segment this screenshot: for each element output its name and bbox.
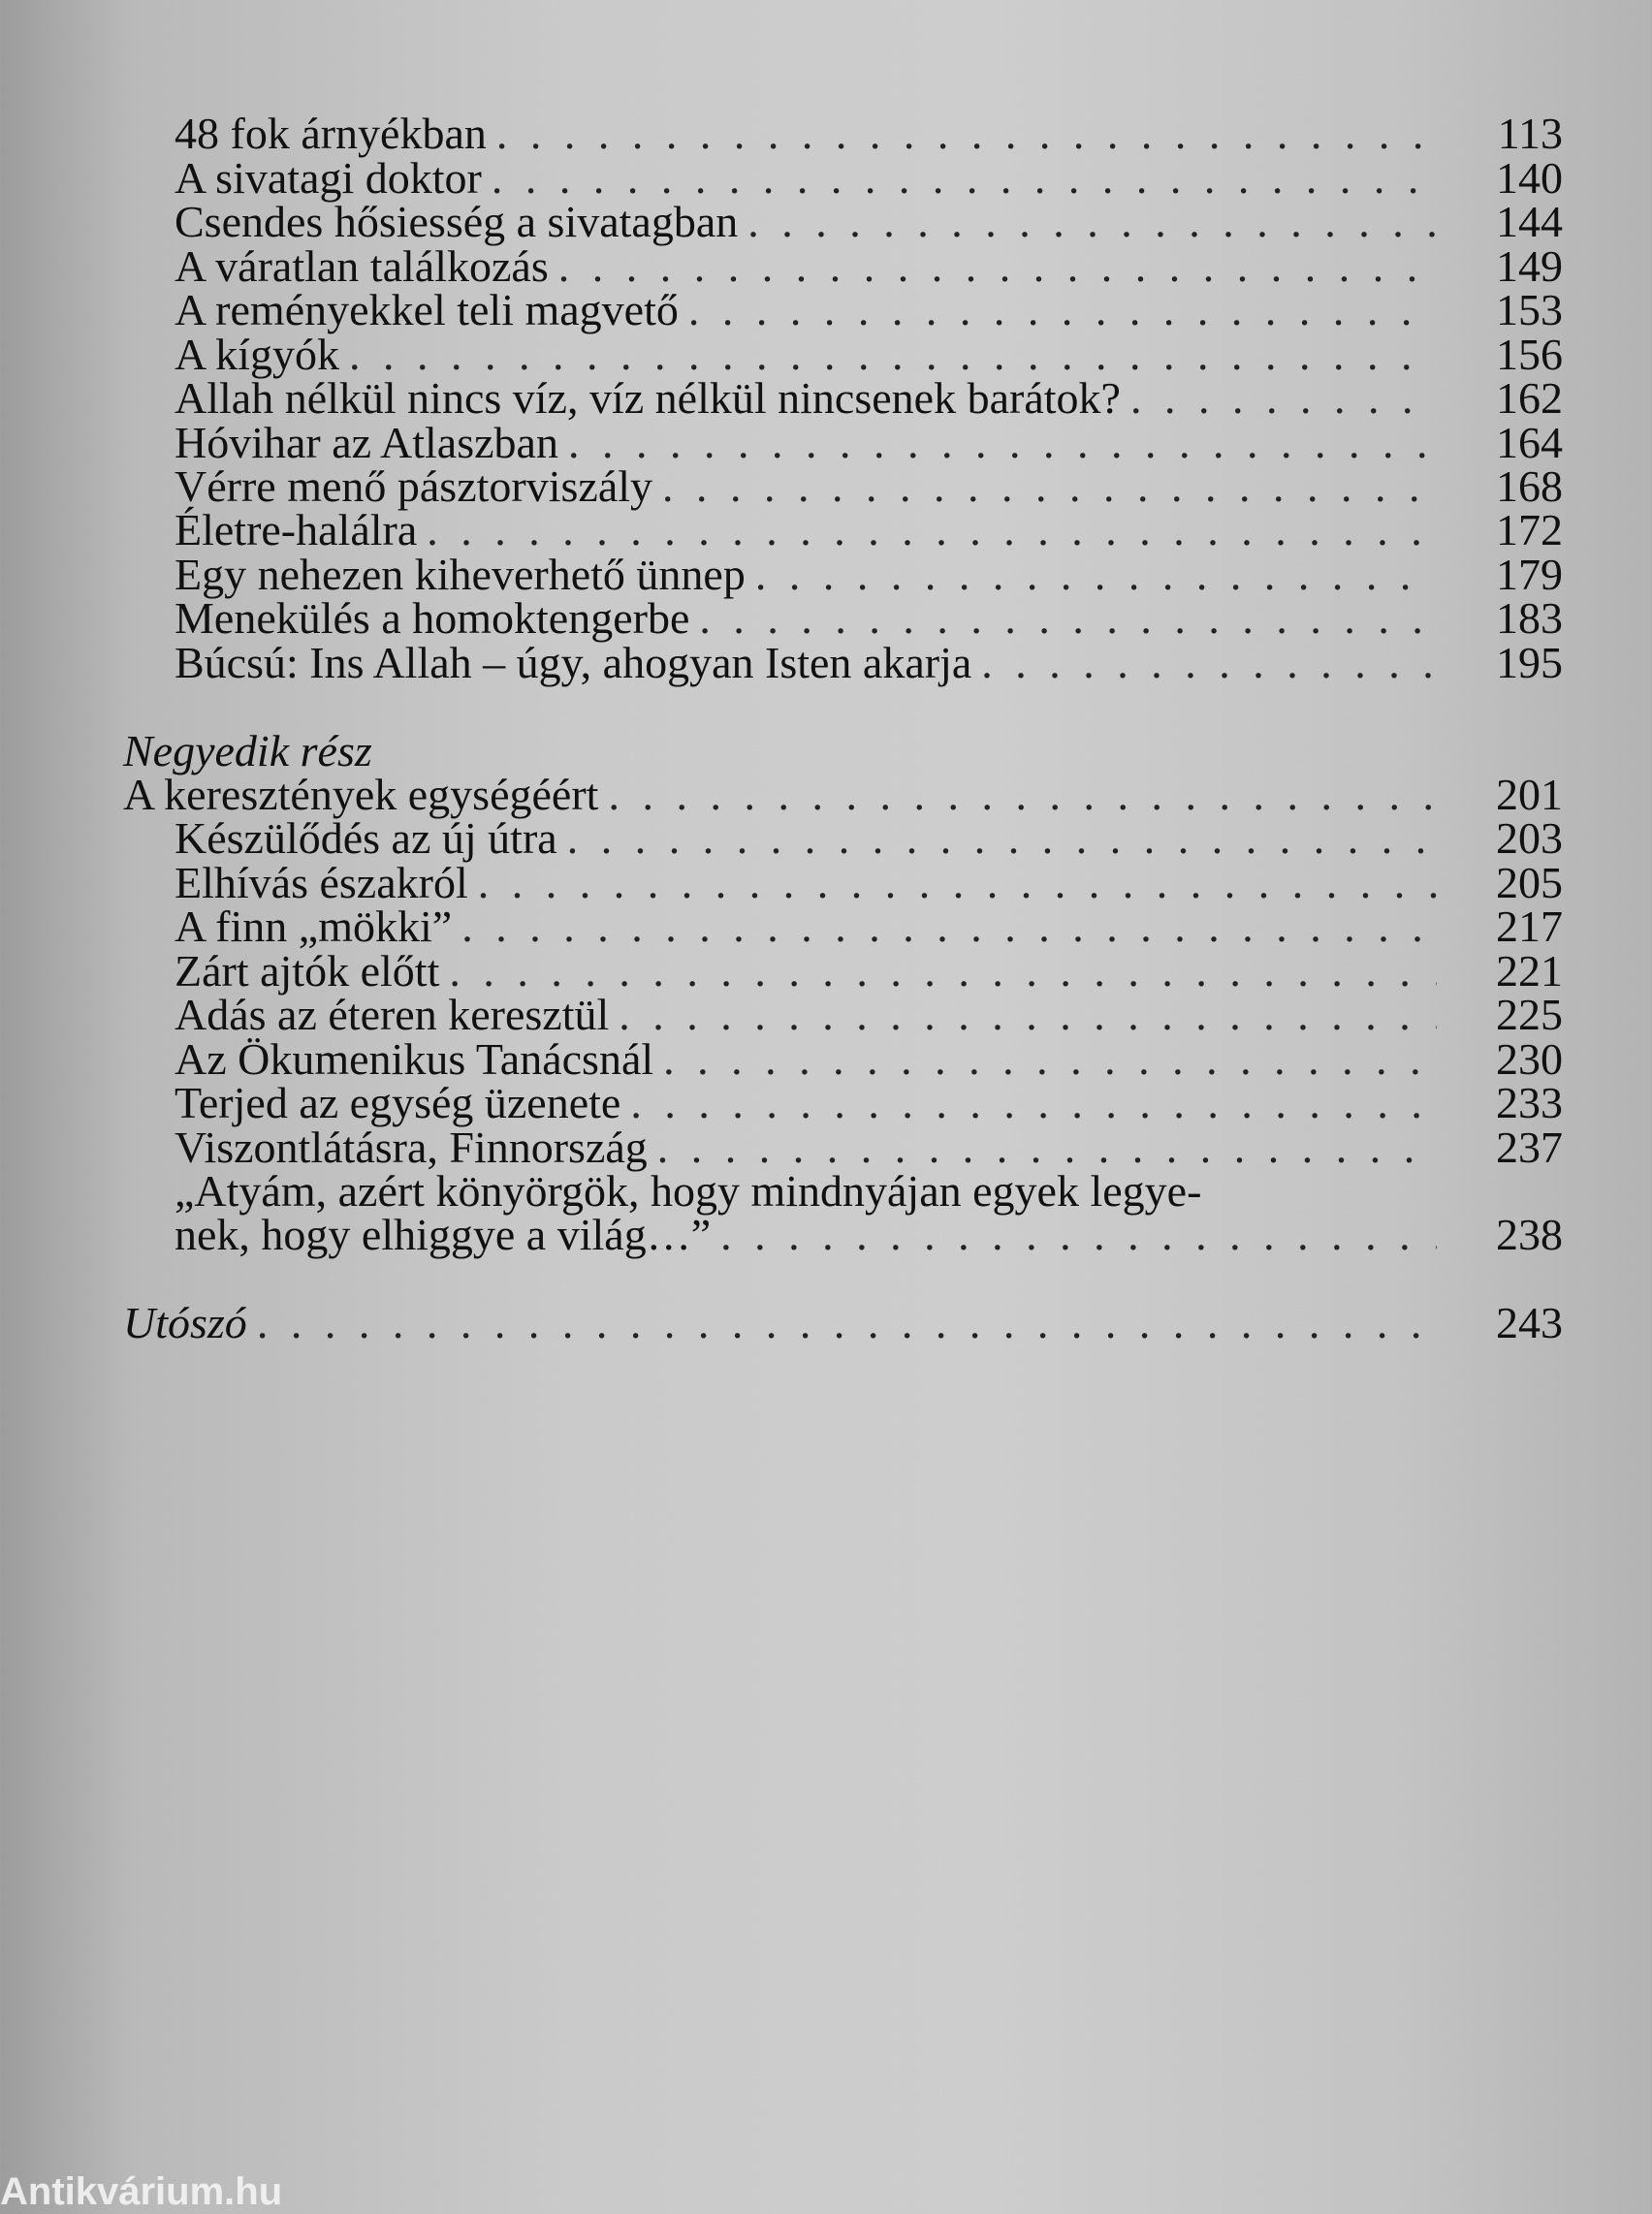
toc-entry-page: 238 — [1496, 1210, 1563, 1259]
toc-entry-title: Viszontlátásra, Finnország — [175, 1123, 648, 1172]
toc-entry — [175, 1208, 1563, 1262]
toc-entry-title: A finn „mökki” — [175, 901, 453, 951]
toc-entry-title: A keresztények egységéért — [123, 770, 599, 819]
leader-dots — [257, 1296, 1437, 1350]
toc-entry-page: 144 — [1496, 197, 1563, 246]
toc-entry-page: 203 — [1496, 813, 1563, 863]
toc-entry-page: 168 — [1496, 461, 1563, 511]
toc-entry-page: 221 — [1496, 946, 1563, 996]
toc-entry-title: Készülődés az új útra — [175, 813, 557, 863]
toc-afterword-entry — [123, 1296, 1563, 1350]
toc-entry-page: 113 — [1497, 109, 1563, 158]
toc-entry-page: 183 — [1496, 593, 1563, 643]
leader-dots — [720, 1208, 1437, 1262]
toc-entry-title: A reményekkel teli magvető — [175, 285, 679, 334]
toc-entry-title: Allah nélkül nincs víz, víz nélkül nincsenek barátok? — [175, 373, 1121, 423]
toc-entry-title: Hóvihar az Atlaszban — [175, 418, 558, 467]
toc-entry-title: Csendes hősiesség a sivatagban — [175, 197, 739, 246]
toc-entry-first-line: „Atyám, azért könyörgök, hogy mindnyájan egyek legye- — [175, 1166, 1202, 1216]
toc-entry-title: Elhívás északról — [175, 858, 468, 907]
toc-entry-page: 195 — [1496, 638, 1563, 687]
watermark: Antikvárium.hu — [0, 2170, 283, 2213]
toc-entry — [175, 636, 1563, 690]
toc-entry-page: 225 — [1496, 990, 1563, 1039]
toc-entry-page: 140 — [1496, 153, 1563, 203]
toc-entry-title: Terjed az egység üzenete — [175, 1078, 621, 1127]
toc-entry-page: 149 — [1496, 241, 1563, 291]
toc-entry-page: 237 — [1496, 1123, 1563, 1172]
toc-entry-title: Egy nehezen kiheverhető ünnep — [175, 550, 746, 599]
toc-entry-page: 233 — [1496, 1078, 1563, 1127]
toc-entry-title: Zárt ajtók előtt — [175, 946, 440, 996]
toc-entry-title: Vérre menő pásztorviszály — [175, 461, 653, 511]
toc-entry-title: Menekülés a homoktengerbe — [175, 593, 690, 643]
toc-entry-page: 230 — [1496, 1034, 1563, 1084]
toc-entry-title: A váratlan találkozás — [175, 241, 549, 291]
toc-entry-page: 217 — [1496, 901, 1563, 951]
toc-entry-page: 205 — [1496, 858, 1563, 907]
part-label: Negyedik rész — [123, 726, 372, 775]
toc-entry-title: A sivatagi doktor — [175, 153, 482, 203]
toc-entry-title: 48 fok árnyékban — [175, 109, 487, 158]
toc-entry-page: 179 — [1496, 550, 1563, 599]
toc-entry-title: Adás az éteren keresztül — [175, 990, 610, 1039]
toc-entry-page: 156 — [1496, 330, 1563, 379]
toc-entry-title: A kígyók — [175, 330, 339, 379]
leader-dots — [981, 636, 1437, 690]
toc-entry-page: 172 — [1496, 505, 1563, 554]
toc-entry-page: 201 — [1496, 770, 1563, 819]
toc-entry-page: 153 — [1496, 285, 1563, 334]
toc-entry-title: nek, hogy elhiggye a világ…” — [175, 1210, 712, 1259]
toc-entry-page: 243 — [1496, 1298, 1563, 1347]
toc-entry-title: Utószó — [123, 1298, 247, 1347]
toc-entry-title: Búcsú: Ins Allah – úgy, ahogyan Isten akarja — [175, 638, 972, 687]
toc-entry-page: 162 — [1496, 373, 1563, 423]
toc-entry-page: 164 — [1496, 418, 1563, 467]
toc-entry-title: Az Ökumenikus Tanácsnál — [175, 1034, 654, 1084]
toc-entry-title: Életre-halálra — [175, 505, 418, 554]
